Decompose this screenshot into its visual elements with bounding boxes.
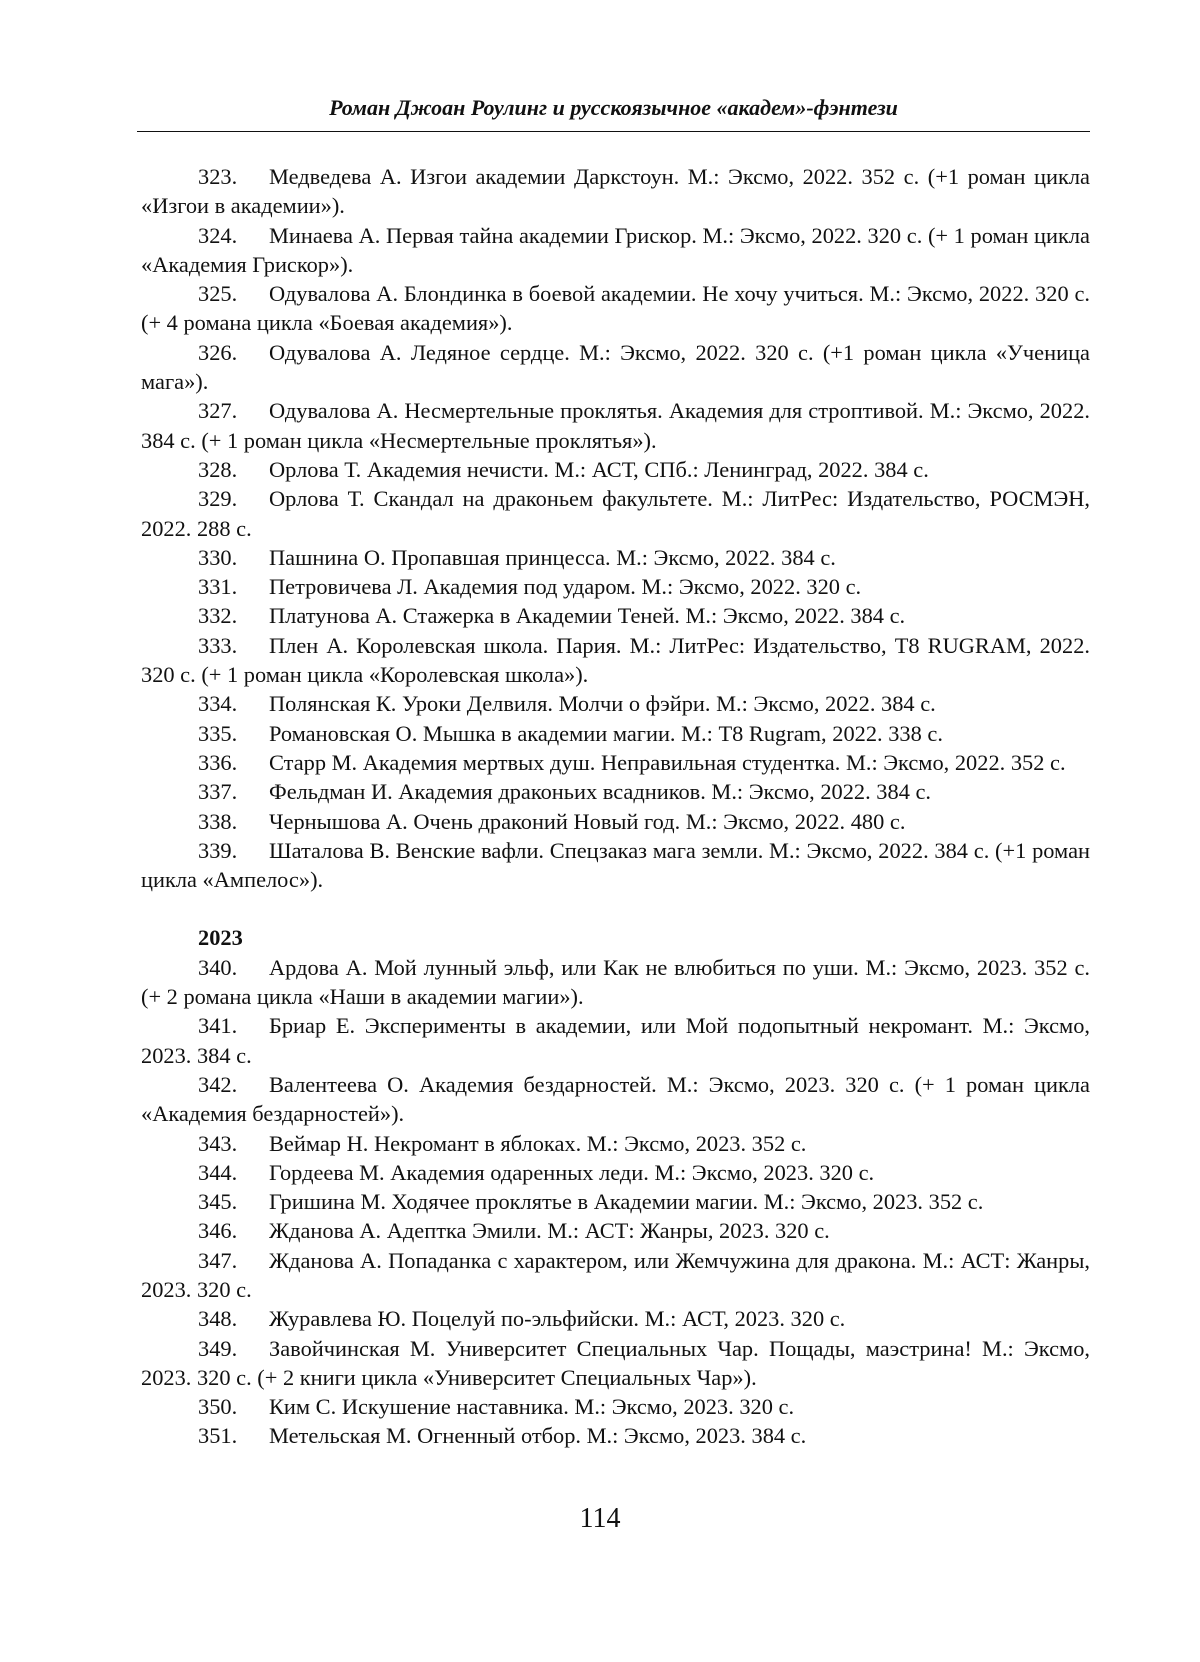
entry-number: 339. <box>198 837 238 863</box>
entry-text: Гордеева М. Академия одаренных леди. М.: Эксмо, 2023. 320 с. <box>269 1159 875 1185</box>
bibliography-entry <box>141 777 1090 806</box>
bibliography-entry <box>141 1158 1090 1187</box>
bibliography-entry <box>141 543 1090 572</box>
entry-number: 324. <box>198 222 238 248</box>
entry-text: Журавлева Ю. Поцелуй по-эльфийски. М.: АСТ, 2023. 320 с. <box>269 1306 846 1332</box>
bibliography-list <box>141 162 1090 1451</box>
entry-number: 333. <box>198 632 238 658</box>
entry-text: Орлова Т. Скандал на драконьем факультете. М.: ЛитРес: Издательство, РОСМЭН, 2022. 288 с. <box>141 486 1090 541</box>
entry-number: 340. <box>198 954 238 980</box>
entry-text: Жданова А. Попаданка с характером, или Жемчужина для дракона. М.: АСТ: Жанры, 2023. 320 с. <box>141 1247 1090 1302</box>
entry-number: 344. <box>198 1159 238 1185</box>
entry-number: 326. <box>198 339 238 365</box>
entry-text: Старр М. Академия мертвых душ. Неправильная студентка. М.: Эксмо, 2022. 352 с. <box>269 749 1066 775</box>
year-heading: 2023 <box>198 925 243 951</box>
entry-number: 332. <box>198 603 238 629</box>
entry-number: 338. <box>198 808 238 834</box>
entry-text: Медведева А. Изгои академии Даркстоун. М.: Эксмо, 2022. 352 с. (+1 роман цикла «Изгои в академии»). <box>141 164 1090 219</box>
header-rule <box>137 131 1090 132</box>
entry-text: Метельская М. Огненный отбор. М.: Эксмо, 2023. 384 с. <box>269 1423 807 1449</box>
entry-number: 347. <box>198 1247 238 1273</box>
bibliography-entry <box>141 1392 1090 1421</box>
bibliography-entry <box>141 396 1090 455</box>
entry-number: 350. <box>198 1394 238 1420</box>
bibliography-entry <box>141 1011 1090 1070</box>
running-header: Роман Джоан Роулинг и русскоязычное «академ»-фэнтези <box>329 95 898 120</box>
entry-text: Полянская К. Уроки Делвиля. Молчи о фэйри. М.: Эксмо, 2022. 384 с. <box>269 691 936 717</box>
page-number: 114 <box>579 1503 621 1534</box>
entry-text: Валентеева О. Академия бездарностей. М.: Эксмо, 2023. 320 с. (+ 1 роман цикла «Академия бездарностей»). <box>141 1071 1090 1127</box>
bibliography-entry <box>141 1246 1090 1305</box>
bibliography-entry <box>141 1421 1090 1450</box>
bibliography-entry <box>141 338 1090 397</box>
bibliography-entry <box>141 279 1090 338</box>
bibliography-entry <box>141 1187 1090 1216</box>
bibliography-entry <box>141 162 1090 221</box>
entry-number: 343. <box>198 1130 238 1156</box>
entry-text: Чернышова А. Очень драконий Новый год. М.: Эксмо, 2022. 480 с. <box>269 808 906 834</box>
entry-text: Ким С. Искушение наставника. М.: Эксмо, 2023. 320 с. <box>269 1394 795 1420</box>
bibliography-entry <box>141 807 1090 836</box>
bibliography-entry <box>141 572 1090 601</box>
entry-number: 330. <box>198 544 238 570</box>
bibliography-entry <box>141 719 1090 748</box>
entry-text: Орлова Т. Академия нечисти. М.: АСТ, СПб.: Ленинград, 2022. 384 с. <box>269 456 929 482</box>
entry-number: 336. <box>198 749 238 775</box>
bibliography-entry <box>141 1304 1090 1333</box>
bibliography-entry <box>141 748 1090 777</box>
entry-text: Гришина М. Ходячее проклятье в Академии магии. М.: Эксмо, 2023. 352 с. <box>269 1189 984 1215</box>
bibliography-entry <box>141 953 1090 1012</box>
bibliography-entry <box>141 1216 1090 1245</box>
entry-number: 345. <box>198 1189 238 1215</box>
entry-number: 348. <box>198 1306 238 1332</box>
bibliography-entry <box>141 689 1090 718</box>
entry-text: Шаталова В. Венские вафли. Спецзаказ мага земли. М.: Эксмо, 2022. 384 с. (+1 роман цикла «Ампелос»). <box>141 837 1090 893</box>
entry-number: 334. <box>198 691 238 717</box>
bibliography-entry <box>141 455 1090 484</box>
entry-number: 327. <box>198 398 238 424</box>
bibliography-entry <box>141 221 1090 280</box>
entry-number: 351. <box>198 1423 238 1449</box>
entry-text: Ардова А. Мой лунный эльф, или Как не влюбиться по уши. М.: Эксмо, 2023. 352 с. (+ 2 романа цикла «Наши в академии магии»). <box>141 954 1090 1010</box>
entry-text: Пашнина О. Пропавшая принцесса. М.: Эксмо, 2022. 384 с. <box>269 544 836 570</box>
entry-text: Одувалова А. Несмертельные проклятья. Академия для строптивой. М.: Эксмо, 2022. 384 с. (+ 1 роман цикла «Несмертельные проклятья»). <box>141 398 1090 453</box>
entry-number: 328. <box>198 456 238 482</box>
bibliography-entry <box>141 484 1090 543</box>
entry-number: 341. <box>198 1013 238 1039</box>
entry-text: Петровичева Л. Академия под ударом. М.: Эксмо, 2022. 320 с. <box>269 574 862 600</box>
entry-text: Жданова А. Адептка Эмили. М.: АСТ: Жанры, 2023. 320 с. <box>269 1218 830 1244</box>
entry-text: Фельдман И. Академия драконьих всадников. М.: Эксмо, 2022. 384 с. <box>269 779 932 805</box>
entry-text: Романовская О. Мышка в академии магии. М.: Т8 Rugram, 2022. 338 с. <box>269 720 943 746</box>
entry-text: Минаева А. Первая тайна академии Грискор. М.: Эксмо, 2022. 320 с. (+ 1 роман цикла «Академия Грискор»). <box>141 222 1090 277</box>
bibliography-entry <box>141 836 1090 895</box>
entry-number: 346. <box>198 1218 238 1244</box>
entry-number: 337. <box>198 779 238 805</box>
entry-number: 342. <box>198 1071 238 1097</box>
entry-number: 335. <box>198 720 238 746</box>
entry-text: Веймар Н. Некромант в яблоках. М.: Эксмо, 2023. 352 с. <box>269 1130 807 1156</box>
entry-number: 325. <box>198 281 238 307</box>
bibliography-entry <box>141 1070 1090 1129</box>
entry-number: 323. <box>198 164 238 189</box>
entry-text: Бриар Е. Эксперименты в академии, или Мой подопытный некромант. М.: Эксмо, 2023. 384 с. <box>141 1013 1090 1068</box>
bibliography-entry <box>141 631 1090 690</box>
entry-text: Одувалова А. Блондинка в боевой академии. Не хочу учиться. М.: Эксмо, 2022. 320 с. (+ 4 романа цикла «Боевая академия»). <box>141 281 1090 336</box>
entry-number: 331. <box>198 574 238 600</box>
bibliography-entry <box>141 1334 1090 1393</box>
bibliography-entry <box>141 1129 1090 1158</box>
entry-text: Завойчинская М. Университет Специальных Чар. Пощады, маэстрина! М.: Эксмо, 2023. 320 с. (+ 2 книги цикла «Университет Специальных Чар»). <box>141 1335 1090 1390</box>
entry-text: Платунова А. Стажерка в Академии Теней. М.: Эксмо, 2022. 384 с. <box>269 603 906 629</box>
entry-number: 349. <box>198 1335 238 1361</box>
entry-text: Плен А. Королевская школа. Пария. М.: ЛитРес: Издательство, Т8 RUGRAM, 2022. 320 с. (+ 1 роман цикла «Королевская школа»). <box>141 632 1090 688</box>
bibliography-entry <box>141 601 1090 630</box>
entry-text: Одувалова А. Ледяное сердце. М.: Эксмо, 2022. 320 с. (+1 роман цикла «Ученица мага»). <box>141 339 1090 395</box>
entry-number: 329. <box>198 486 238 512</box>
